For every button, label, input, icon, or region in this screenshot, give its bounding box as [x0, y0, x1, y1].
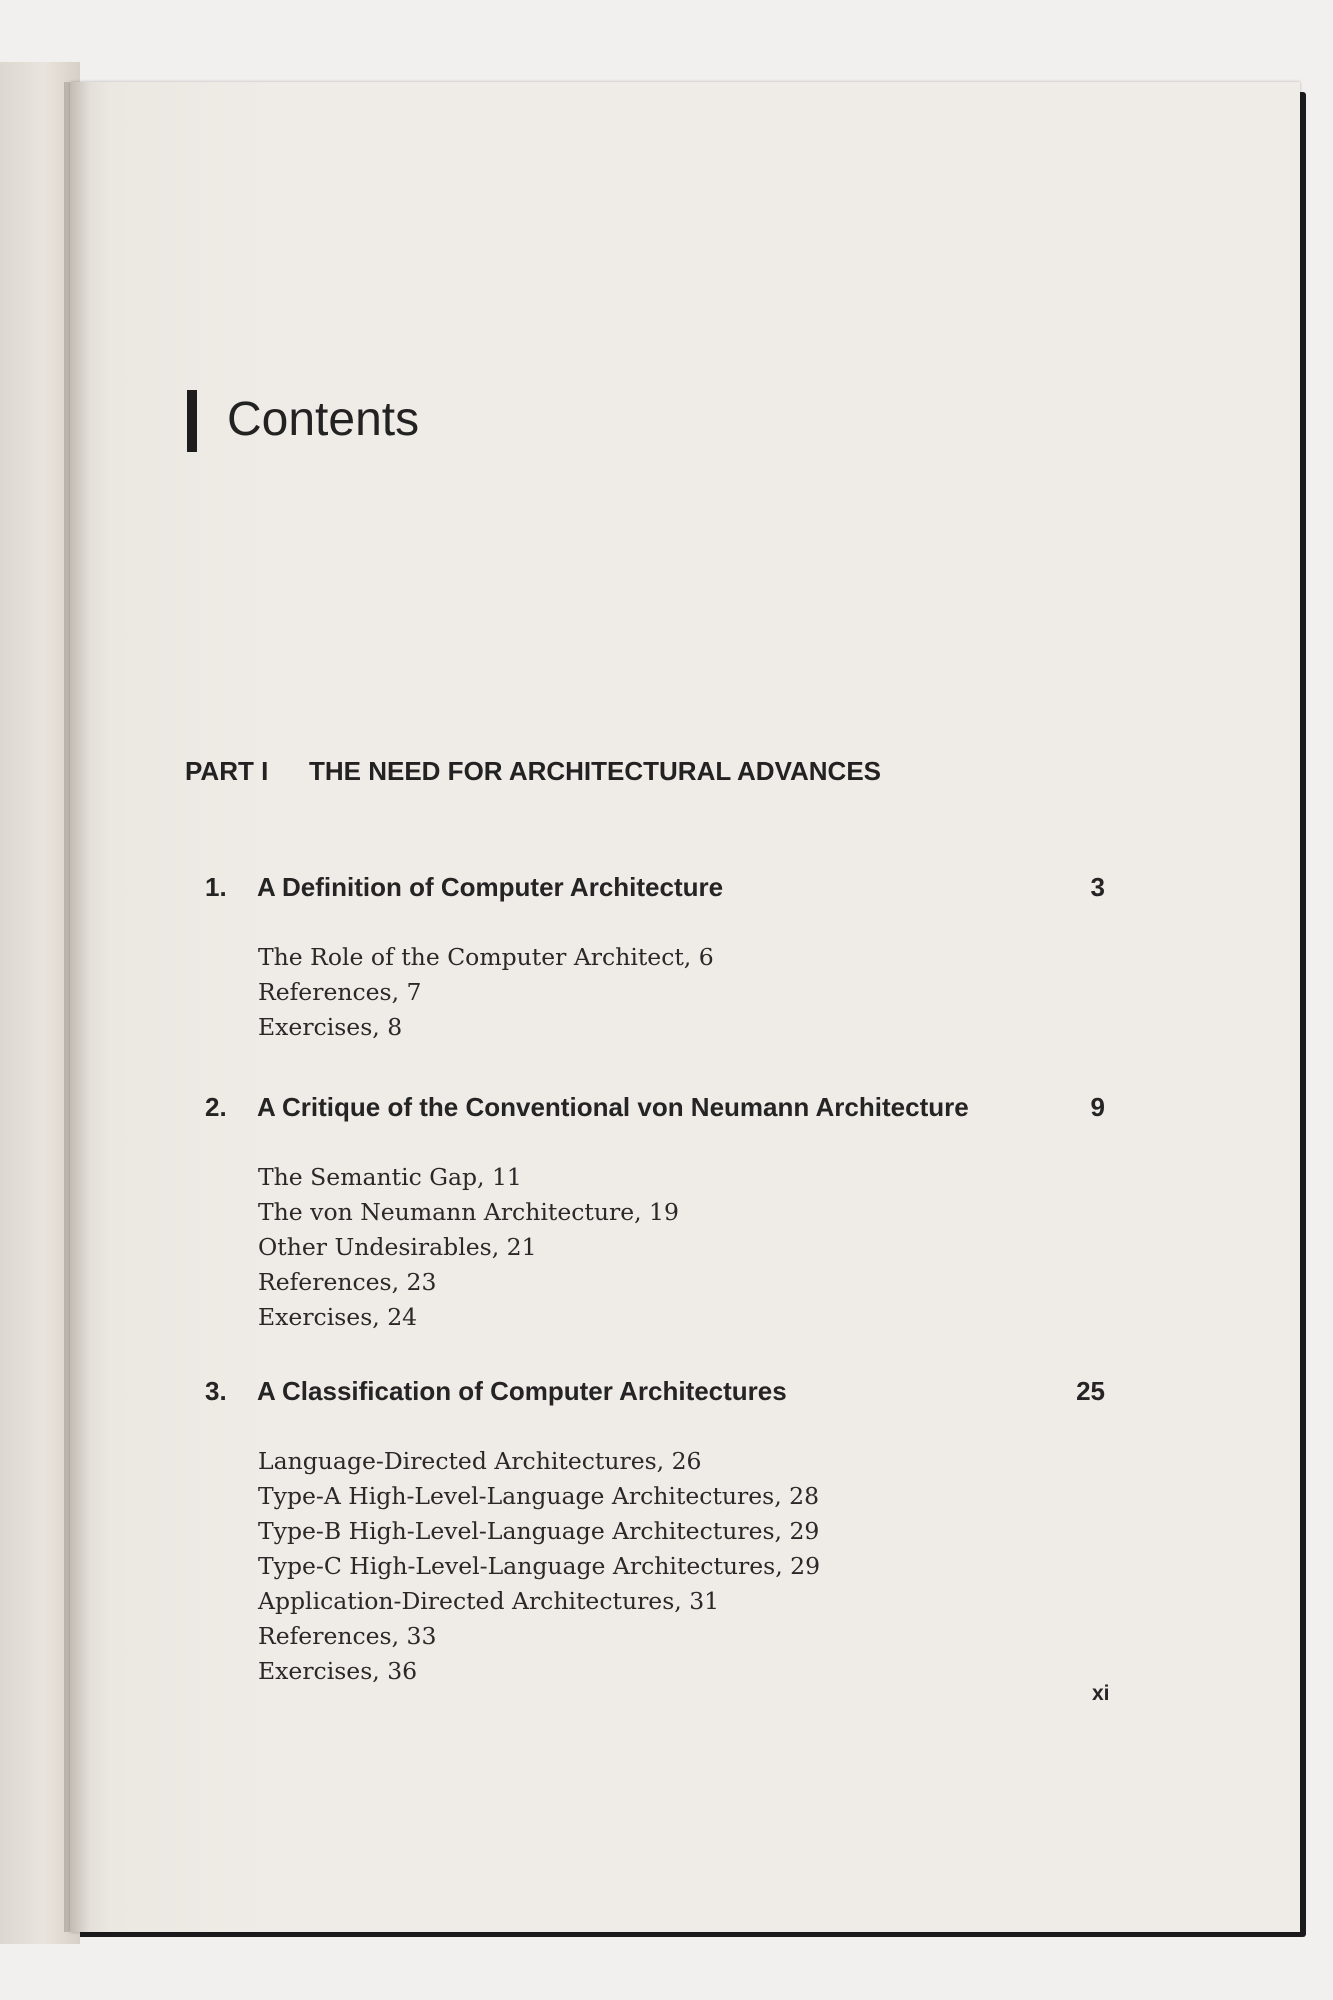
chapter-number: 3. [205, 1376, 227, 1406]
section-entry: Other Undesirables, 21 [258, 1233, 537, 1261]
title-rule-mark [187, 390, 197, 452]
section-entry: Language-Directed Architectures, 26 [258, 1447, 702, 1475]
section-entry: The von Neumann Architecture, 19 [258, 1198, 679, 1226]
chapter-title: A Classification of Computer Architectures [257, 1376, 787, 1406]
chapter-page-number: 25 [1076, 1376, 1105, 1406]
chapter-page-number: 9 [1090, 1092, 1105, 1122]
section-entry: Exercises, 8 [258, 1013, 403, 1041]
page-folio: xi [1092, 1682, 1110, 1705]
section-entry: Exercises, 24 [258, 1303, 418, 1331]
section-entry: References, 7 [258, 978, 422, 1006]
gutter-shadow [64, 82, 90, 1932]
chapter-title: A Critique of the Conventional von Neumann Architecture [257, 1092, 969, 1122]
section-entry: Type-A High-Level-Language Architectures, 28 [258, 1482, 820, 1510]
section-entry: Type-B High-Level-Language Architectures, 29 [258, 1517, 820, 1545]
section-list [258, 1444, 820, 1689]
chapter-number: 2. [205, 1092, 227, 1122]
page-title: Contents [227, 393, 420, 446]
chapter-number: 1. [205, 872, 227, 902]
part-heading [185, 756, 881, 787]
section-entry: The Role of the Computer Architect, 6 [258, 943, 714, 971]
section-list [258, 940, 714, 1045]
part-number: PART I [185, 756, 269, 786]
section-entry: Type-C High-Level-Language Architectures, 29 [258, 1552, 821, 1580]
section-entry: Application-Directed Architectures, 31 [258, 1587, 720, 1615]
section-entry: The Semantic Gap, 11 [258, 1163, 522, 1191]
chapter-page-number: 3 [1090, 872, 1105, 902]
section-list [258, 1160, 679, 1335]
section-entry: References, 23 [258, 1268, 437, 1296]
chapter-title: A Definition of Computer Architecture [257, 872, 724, 902]
part-title: THE NEED FOR ARCHITECTURAL ADVANCES [309, 756, 882, 786]
section-entry: References, 33 [258, 1622, 437, 1650]
section-entry: Exercises, 36 [258, 1657, 418, 1685]
